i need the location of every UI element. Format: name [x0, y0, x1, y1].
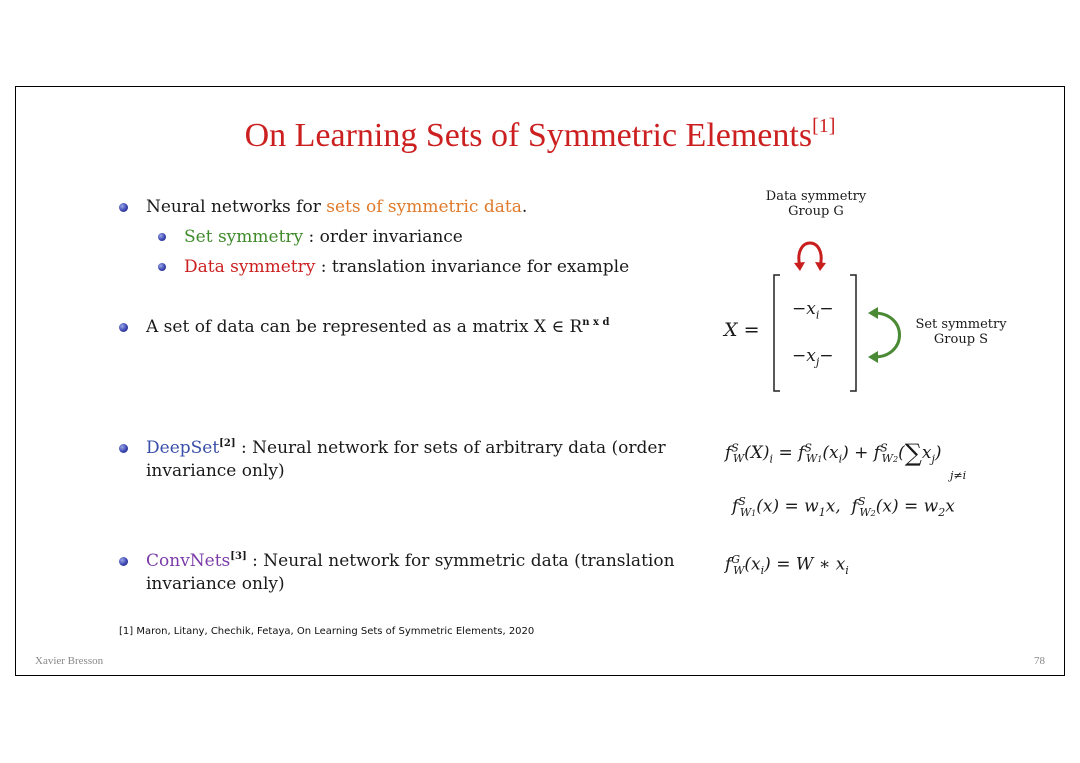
bullet-deepset: DeepSet[2] : Neural network for sets of arbitrary data (order [146, 438, 666, 458]
footer-page-number: 78 [1034, 655, 1045, 667]
set-symmetry-label: Set symmetry Group S [915, 317, 1007, 347]
deepset-equation: $f^S_W(X)_i = f^S_{W1}(x_i) + f^S_{W2}(\sum x_j)$ [725, 439, 942, 467]
set-symmetry-arrow-icon [864, 305, 914, 365]
matrix-row-j: $-x_j-$ [792, 346, 834, 369]
slide-title-text: On Learning Sets of Symmetric Elements [244, 117, 813, 154]
bullet-matrix-representation: A set of data can be represented as a matrix X ∈ $R^{n x d}$ [146, 317, 610, 337]
highlight-data-symmetry: Data symmetry [184, 257, 316, 277]
matrix-lhs: X = [724, 319, 760, 341]
bullet-marker [119, 444, 128, 453]
sub-bullet-marker [158, 263, 166, 271]
slide [15, 86, 1065, 676]
highlight-convnets: ConvNets [146, 551, 231, 571]
bullet-marker [119, 203, 128, 212]
matrix-row-i: $-x_i-$ [792, 299, 834, 322]
sub-bullet-set-symmetry: Set symmetry : order invariance [184, 227, 463, 247]
data-symmetry-arrow-icon [786, 225, 836, 273]
title-citation: [1] [812, 115, 836, 137]
bullet-convnets-cont: invariance only) [146, 574, 285, 594]
matrix-brackets [772, 273, 862, 393]
footer-author: Xavier Bresson [35, 655, 104, 667]
slide-title [16, 115, 1064, 155]
deepset-sum-index: j≠i [950, 469, 967, 482]
highlight-deepset: DeepSet [146, 438, 220, 458]
bullet-marker [119, 557, 128, 566]
data-symmetry-label: Data symmetry Group G [765, 189, 867, 219]
highlight-set-symmetry: Set symmetry [184, 227, 304, 247]
bullet-deepset-cont: invariance only) [146, 461, 285, 481]
bullet-convnets: ConvNets[3] : Neural network for symmetric data (translation [146, 551, 675, 571]
sub-bullet-data-symmetry: Data symmetry : translation invariance for example [184, 257, 630, 277]
deepset-functions: $f^S_{W1}(x) = w_1x$, $f^S_{W2}(x) = w_2x$ [732, 495, 955, 520]
bullet-neural-networks: Neural networks for sets of symmetric data. [146, 197, 528, 217]
highlight-sets-of-symmetric-data: sets of symmetric data [326, 197, 522, 217]
reference-citation: [1] Maron, Litany, Chechik, Fetaya, On Learning Sets of Symmetric Elements, 2020 [119, 626, 535, 637]
bullet-marker [119, 323, 128, 332]
sub-bullet-marker [158, 233, 166, 241]
convnet-equation: $f^G_W(x_i) = W$ ∗ $x_i$ [725, 553, 849, 578]
